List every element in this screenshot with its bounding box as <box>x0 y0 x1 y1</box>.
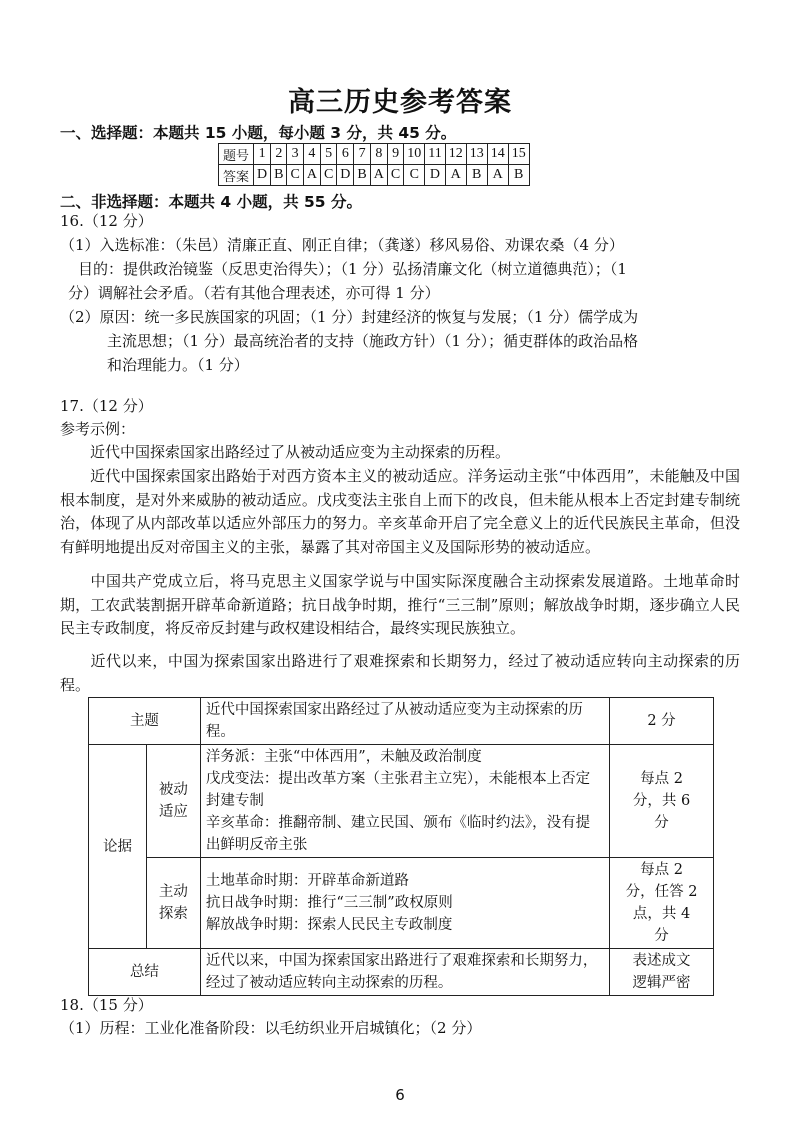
cell: 3 <box>287 144 303 165</box>
cell: 5 <box>320 144 336 165</box>
cell: C <box>387 165 403 186</box>
cell: 2 <box>271 144 287 165</box>
cell: A <box>303 165 320 186</box>
cell: 6 <box>337 144 354 165</box>
cell: 12 <box>445 144 466 165</box>
point: 解放战争时期：探索人民民主专政制度 <box>205 917 453 933</box>
q18-heading: 18.（15 分） <box>60 996 153 1014</box>
active-score-text: 每点 2 分，任答 2 点，共 4 分 <box>625 862 698 944</box>
q17-example-label: 参考示例： <box>60 420 136 438</box>
point: 辛亥革命：推翻帝制、建立民国、颁布《临时约法》，没有提出鲜明反帝主张 <box>205 815 591 853</box>
cell: C <box>320 165 336 186</box>
summary-label: 总结 <box>89 949 201 996</box>
cell: D <box>254 165 271 186</box>
q16-line: 和治理能力。（1 分） <box>107 356 249 374</box>
cell: 13 <box>466 144 487 165</box>
cell: A <box>445 165 466 186</box>
theme-row <box>89 698 714 745</box>
cell: 14 <box>487 144 508 165</box>
row-label: 题号 <box>219 144 254 165</box>
theme-score: 2 分 <box>610 698 714 745</box>
paragraph-text: 近代以来，中国为探索国家出路进行了艰难探索和长期努力，经过了被动适应转向主动探索的历程。 <box>60 652 740 694</box>
section2-heading: 二、非选择题：本题共 4 小题，共 55 分。 <box>60 193 362 211</box>
cell: B <box>271 165 287 186</box>
argument-label: 论据 <box>89 745 147 949</box>
q16-line: 分）调解社会矛盾。（若有其他合理表述，亦可得 1 分） <box>68 284 440 302</box>
q16-line: 目的：提供政治镜鉴（反思吏治得失）；（1 分）弘扬清廉文化（树立道德典范）；（1 <box>78 260 627 278</box>
q17-heading: 17.（12 分） <box>60 397 153 415</box>
passive-label-text: 被动适应 <box>158 782 188 820</box>
paragraph-text: 近代中国探索国家出路始于对西方资本主义的被动适应。洋务运动主张“中体西用”，未能触及中国根本制度，是对外来威胁的被动适应。戊戌变法主张自上而下的改良，但未能从根本上否定封建专制统治，体现了从内部改革以适应外部压力的努力。辛亥革命开启了完全意义上的近代民族民主革命，但没有鲜明地提出反对帝国主义的主张，暴露了其对帝国主义及国际形势的被动适应。 <box>60 467 740 556</box>
answer-key-table <box>218 143 530 186</box>
cell: C <box>287 165 303 186</box>
question-number-row <box>219 144 530 165</box>
cell: 11 <box>425 144 445 165</box>
q16-line: 主流思想；（1 分）最高统治者的支持（施政方针）（1 分）；循吏群体的政治品格 <box>107 332 639 350</box>
essay-scoring-table <box>88 697 714 996</box>
summary-row <box>89 949 714 996</box>
section1-heading: 一、选择题：本题共 15 小题，每小题 3 分，共 45 分。 <box>60 124 457 142</box>
active-label <box>146 858 200 949</box>
cell: D <box>425 165 445 186</box>
cell: D <box>337 165 354 186</box>
active-points <box>200 858 609 949</box>
cell: 4 <box>303 144 320 165</box>
cell: B <box>354 165 370 186</box>
q16-line: （1）入选标准：（朱邑）清廉正直、刚正自律；（龚遂）移风易俗、劝课农桑（4 分） <box>60 236 624 254</box>
q16-line: （2）原因：统一多民族国家的巩固；（1 分）封建经济的恢复与发展；（1 分）儒学成为 <box>60 308 639 326</box>
point: 洋务派：主张“中体西用”，未触及政治制度 <box>205 749 482 765</box>
q17-paragraph <box>60 570 740 641</box>
theme-text: 近代中国探索国家出路经过了从被动适应变为主动探索的历程。 <box>200 698 609 745</box>
q17-paragraph <box>60 650 740 697</box>
cell: 15 <box>508 144 529 165</box>
cell: C <box>404 165 425 186</box>
cell: A <box>487 165 508 186</box>
active-row <box>89 858 714 949</box>
q17-paragraph <box>60 465 740 559</box>
q18-line: （1）历程：工业化准备阶段：以毛纺织业开启城镇化；（2 分） <box>60 1019 482 1037</box>
passive-score <box>610 745 714 858</box>
cell: B <box>508 165 529 186</box>
passive-points <box>200 745 609 858</box>
cell: 10 <box>404 144 425 165</box>
cell: 7 <box>354 144 370 165</box>
cell: 8 <box>370 144 387 165</box>
cell: B <box>466 165 487 186</box>
passive-score-text: 每点 2 分，共 6 分 <box>632 771 691 831</box>
passive-label <box>146 745 200 858</box>
active-label-text: 主动探索 <box>158 884 188 922</box>
summary-text: 近代以来，中国为探索国家出路进行了艰难探索和长期努力，经过了被动适应转向主动探索的历程。 <box>200 949 609 996</box>
page-number: 6 <box>395 1086 405 1104</box>
paragraph-text: 近代中国探索国家出路经过了从被动适应变为主动探索的历程。 <box>90 443 511 461</box>
passive-row <box>89 745 714 858</box>
q17-paragraph <box>60 441 740 465</box>
point: 戊戌变法：提出改革方案（主张君主立宪），未能根本上否定封建专制 <box>205 771 591 809</box>
cell: A <box>370 165 387 186</box>
paragraph-text: 中国共产党成立后，将马克思主义国家学说与中国实际深度融合主动探索发展道路。土地革命时期，工农武装割据开辟革命新道路；抗日战争时期，推行“三三制”原则；解放战争时期，逐步确立人民民主专政制度，将反帝反封建与政权建设相结合，最终实现民族独立。 <box>60 572 740 637</box>
q16-heading: 16.（12 分） <box>60 212 153 230</box>
point: 土地革命时期：开辟革命新道路 <box>205 873 409 889</box>
row-label: 答案 <box>219 165 254 186</box>
summary-score <box>610 949 714 996</box>
cell: 1 <box>254 144 271 165</box>
page-title: 高三历史参考答案 <box>288 87 512 118</box>
active-score <box>610 858 714 949</box>
point: 抗日战争时期：推行“三三制”政权原则 <box>205 895 453 911</box>
answer-row <box>219 165 530 186</box>
theme-label: 主题 <box>89 698 201 745</box>
summary-score-text: 表述成文逻辑严密 <box>632 953 691 991</box>
cell: 9 <box>387 144 403 165</box>
